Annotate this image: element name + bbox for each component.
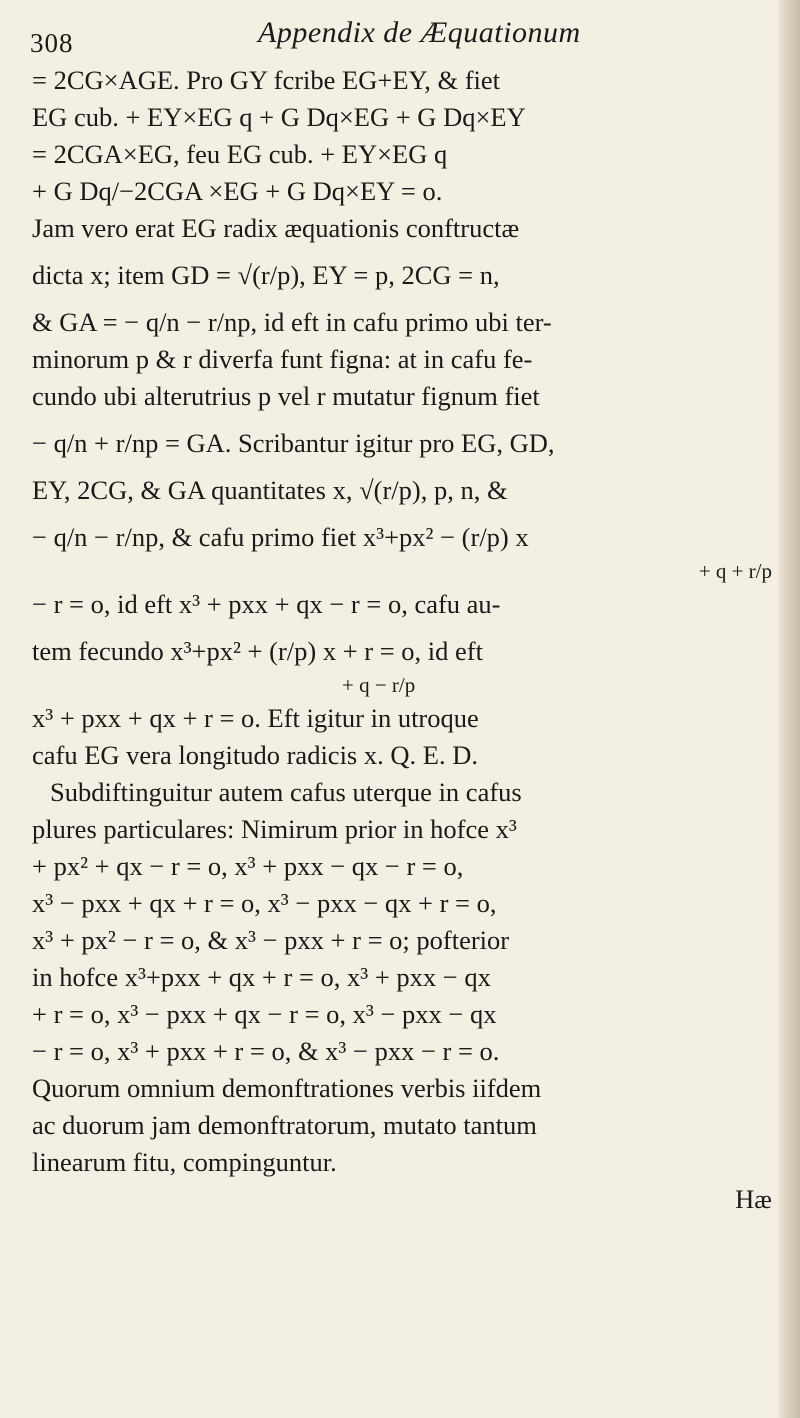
text-line-10: − q/n + r/np = GA. Scribantur igitur pro EG, GD, xyxy=(32,428,555,458)
text-line-6: dicta x; item GD = √(r/p), EY = p, 2CG = n, xyxy=(32,260,500,290)
page-edge xyxy=(778,0,800,1418)
text-line-7: & GA = − q/n − r/np, id eft in cafu primo ubi ter- xyxy=(32,307,552,337)
text-line-27: Quorum omnium demonftrationes verbis iifdem xyxy=(32,1073,542,1103)
text-line-11: EY, 2CG, & GA quantitates x, √(r/p), p, n, & xyxy=(32,475,508,505)
text-line-17: x³ + pxx + qx + r = o. Eft igitur in utroque xyxy=(32,703,479,733)
text-line-18: cafu EG vera longitudo radicis x. Q. E. D. xyxy=(32,740,478,770)
text-line-20: plures particulares: Nimirum prior in hofce x³ xyxy=(32,814,517,844)
text-line-14: − r = o, id eft x³ + pxx + qx − r = o, cafu au- xyxy=(32,589,501,619)
text-line-29: linearum fitu, compinguntur. xyxy=(32,1147,337,1177)
body-text xyxy=(32,62,772,1218)
text-line-5: Jam vero erat EG radix æquationis conftructæ xyxy=(32,213,520,243)
text-line-16: + q − r/p xyxy=(342,673,416,697)
text-line-28: ac duorum jam demonftratorum, mutato tantum xyxy=(32,1110,537,1140)
page-number: 308 xyxy=(30,28,74,58)
text-line-1: = 2CG×AGE. Pro GY fcribe EG+EY, & fiet xyxy=(32,65,501,95)
text-line-8: minorum p & r diverfa funt figna: at in cafu fe- xyxy=(32,344,533,374)
catchword: Hæ xyxy=(735,1184,772,1214)
text-line-15: tem fecundo x³+px² + (r/p) x + r = o, id eft xyxy=(32,636,483,666)
text-line-13: + q + r/p xyxy=(698,559,772,583)
text-line-12: − q/n − r/np, & cafu primo fiet x³+px² − (r/p) x xyxy=(32,522,529,552)
text-line-25: + r = o, x³ − pxx + qx − r = o, x³ − pxx − qx xyxy=(32,999,497,1029)
page-header xyxy=(30,14,770,66)
text-line-24: in hofce x³+pxx + qx + r = o, x³ + pxx − qx xyxy=(32,962,491,992)
text-line-4: + G Dq/−2CGA ×EG + G Dq×EY = o. xyxy=(32,176,443,206)
text-line-23: x³ + px² − r = o, & x³ − pxx + r = o; pofterior xyxy=(32,925,510,955)
text-line-2: EG cub. + EY×EG q + G Dq×EG + G Dq×EY xyxy=(32,102,526,132)
text-line-21: + px² + qx − r = o, x³ + pxx − qx − r = o, xyxy=(32,851,464,881)
text-line-26: − r = o, x³ + pxx + r = o, & x³ − pxx − r = o. xyxy=(32,1036,500,1066)
text-line-3: = 2CGA×EG, feu EG cub. + EY×EG q xyxy=(32,139,448,169)
text-line-19: Subdiftinguitur autem cafus uterque in cafus xyxy=(50,777,522,807)
text-line-9: cundo ubi alterutrius p vel r mutatur fignum fiet xyxy=(32,381,540,411)
text-line-22: x³ − pxx + qx + r = o, x³ − pxx − qx + r = o, xyxy=(32,888,497,918)
running-head: Appendix de Æquationum xyxy=(258,16,581,49)
